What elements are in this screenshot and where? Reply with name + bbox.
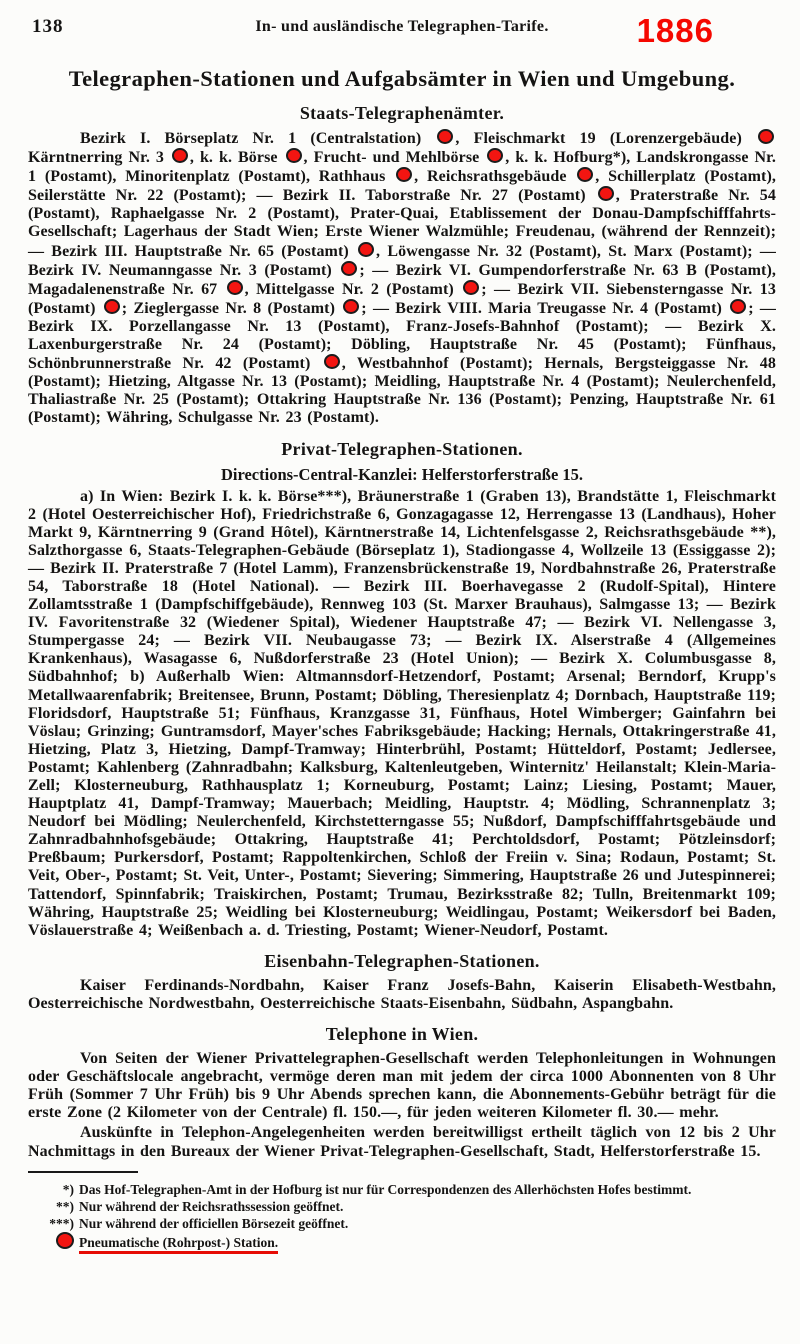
- pneumatic-station-dot-icon: [730, 299, 746, 314]
- page-title: Telegraphen-Stationen und Aufgabsämter in Wien und Umgebung.: [68, 66, 736, 91]
- pneumatic-station-dot-icon: [341, 261, 357, 276]
- pneumatic-station-dot-icon: [358, 242, 374, 257]
- pneumatic-station-dot-icon: [396, 167, 412, 182]
- pneumatic-station-dot-icon: [463, 280, 479, 295]
- staats-heading: Staats-Telegraphenämter.: [299, 103, 505, 123]
- telephone-paragraph-1: Von Seiten der Wiener Privattelegraphen-Gesellschaft werden Telephonleitungen in Wohnungen oder Geschäftslocale angebracht, vermöge deren man mit jedem der circa 1000 Abonnenten von 8 Uhr Früh (Sommer 7 Uhr Früh) bis 9 Uhr Abends sprechen kann, die Abonnements-Gebühr beträgt für die erste Zone (2 Kilometer von der Centrale) fl. 150.—, für jeden weiteren Kilometer fl. 30.— mehr.: [28, 1050, 776, 1122]
- pneumatic-station-dot-icon: [56, 1232, 74, 1249]
- footnote-row-pneumatic-legend: [28, 1232, 776, 1251]
- pneumatic-station-dot-icon: [324, 354, 340, 369]
- footnote-row: [28, 1181, 776, 1198]
- footnote-marker: [28, 1232, 79, 1251]
- pneumatic-station-dot-icon: [437, 129, 453, 144]
- pneumatic-station-dot-icon: [758, 129, 774, 144]
- telephone-paragraph-2: Auskünfte in Telephon-Angelegenheiten werden bereitwilligst ertheilt täglich von 12 bis 2 Uhr Nachmittags in den Bureaux der Wiener Privat-Telegraphen-Gesellschaft, Stadt, Helferstorferstraße 15.: [28, 1124, 776, 1160]
- pneumatic-station-dot-icon: [104, 299, 120, 314]
- footnote-row: [28, 1198, 776, 1215]
- footnote-text: [79, 1234, 776, 1251]
- pneumatic-station-dot-icon: [487, 148, 503, 163]
- section-telephone-in-wien: [28, 1024, 776, 1161]
- privat-body: a) In Wien: Bezirk I. k. k. Börse***), Bräunerstraße 1 (Graben 13), Brandstätte 1, Fleischmarkt 2 (Hotel Oesterreichischer Hof), Friedrichstraße 6, Gonzagagasse 12, Herrengasse 13 (Landhaus), Hoher Markt 9, Kärntnerring 9 (Grand Hôtel), Kärntnerstraße 14, Lichtenfelsgasse 2, Reichsrathsgebäude **), Salzthorgasse 6, Staats-Telegraphen-Gebäude (Börseplatz 1), Stadiongasse 4, Wollzeile 13 (Essiggasse 2); — Bezirk II. Praterstraße 7 (Hotel Lamm), Franzensbrückenstraße 19, Nordbahnstraße 26, Praterstraße 54, Taborstraße 18 (Hotel National). — Bezirk III. Boerhavegasse 2 (Rudolf-Spital), Hintere Zollamtsstraße 1 (Dampfschiffgebäude), Rennweg 103 (St. Marxer Brauhaus), Salmgasse 13; — Bezirk IV. Favoritenstraße 32 (Wiedener Spital), Wiedener Hauptstraße 47; — Bezirk VI. Nellengasse 3, Stumpergasse 24; — Bezirk VII. Neubaugasse 73; — Bezirk IX. Alserstraße 4 (Allgemeines Krankenhaus), Wasagasse 6, Nußdorferstraße 23 (Hotel Union); — Bezirk X. Columbusgasse 8, Südbahnhof; b) Außerhalb Wien: Altmannsdorf-Hetzendorf, Postamt; Arsenal; Berndorf, Krupp's Metallwaarenfabrik; Breitensee, Brunn, Postamt; Döbling, Theresienplatz 4; Dornbach, Hauptstraße 119; Floridsdorf, Hauptstraße 51; Fünfhaus, Kranzgasse 31, Fünfhaus, Hotel Wimberger; Gainfahrn bei Vöslau; Grinzing; Guntramsdorf, Mayer'sches Fabriksgebäude; Hacking; Hernals, Ottakringerstraße 41, Hietzing, Platz 3, Hietzing, Dampf-Tramway; Hinterbrühl, Postamt; Hütteldorf, Postamt; Jedlersee, Postamt; Kahlenberg (Zahnradbahn; Kalksburg, Kaltenleutgeben, Winternitz' Heilanstalt; Klein-Maria-Zell; Klosterneuburg, Rathhausplatz 1; Korneuburg, Postamt; Lainz; Liesing, Postamt; Mauer, Hauptplatz 41, Dampf-Tramway; Mauerbach; Meidling, Hauptstr. 4; Mödling, Schrannenplatz 3; Neudorf bei Mödling; Neulerchenfeld, Kirchstetterngasse 55; Nußdorf, Dampfschifffahrtsgebäude und Zahnradbahnhofsgebäude; Ottakring, Hauptstraße 41; Perchtoldsdorf, Postamt; Pötzleinsdorf; Preßbaum; Purkersdorf, Postamt; Rappoltenkirchen, Schloß der Freiin v. Sina; Rodaun, Postamt; St. Veit, Ober-, Postamt; St. Veit, Unter-, Postamt; Sievering; Simmering, Hauptstraße 26 und Jutespinnerei; Tattendorf, Spinnfabrik; Traiskirchen, Postamt; Trumau, Bezirksstraße 82; Tulln, Breitenmarkt 109; Währing, Hauptstraße 25; Weidling bei Klosterneuburg; Weidlingau, Postamt; Weikersdorf bei Baden, Vöslauerstraße 4; Weißenbach a. d. Triesting, Postamt; Wiener-Neudorf, Postamt.: [28, 487, 776, 939]
- pneumatic-station-dot-icon: [227, 280, 243, 295]
- eisenbahn-heading: Eisenbahn-Telegraphen-Stationen.: [264, 950, 540, 971]
- section-privat-telegraphen-stationen: [28, 439, 776, 940]
- section-staats-telegraphenaemter: [28, 103, 776, 428]
- page-number: 138: [32, 16, 64, 37]
- running-header-title: In- und ausländische Telegraphen-Tarife.: [255, 18, 549, 35]
- running-head: [28, 12, 776, 49]
- footnotes: [28, 1171, 776, 1251]
- pneumatic-station-dot-icon: [343, 299, 359, 314]
- footnote-marker: **): [56, 1198, 74, 1214]
- footnote-separator: [28, 1171, 138, 1173]
- telephone-heading: Telephone in Wien.: [325, 1024, 479, 1045]
- pneumatic-station-dot-icon: [172, 148, 188, 163]
- pneumatic-station-dot-icon: [598, 186, 614, 201]
- year-stamp: 1886: [636, 12, 714, 49]
- footnote-marker: ***): [49, 1215, 74, 1231]
- footnote-text: Das Hof-Telegraphen-Amt in der Hofburg ist nur für Correspondenzen des Allerhöchsten Hofes bestimmt.: [79, 1181, 692, 1197]
- pneumatic-legend-text: Pneumatische (Rohrpost-) Station.: [79, 1235, 278, 1254]
- privat-heading: Privat-Telegraphen-Stationen.: [281, 438, 523, 459]
- staats-body: Bezirk I. Börseplatz Nr. 1 (Centralstation) , Fleischmarkt 19 (Lorenzergebäude) Kärntnerring Nr. 3 , k. k. Börse , Frucht- und Mehlbörse , k. k. Hofburg*), Landskrongasse Nr. 1 (Postamt), Minoritenplatz (Postamt), Rathhaus , Reichsrathsgebäude , Schillerplatz (Postamt), Seilerstätte Nr. 22 (Postamt); — Bezirk II. Taborstraße Nr. 27 (Postamt) , Praterstraße Nr. 54 (Postamt), Raphaelgasse Nr. 2 (Postamt), Prater-Quai, Etablissement der Donau-Dampfschifffahrts-Gesellschaft; Lagerhaus der Stadt Wien; Erste Wiener Walzmühle; Freudenau, (während der Rennzeit); — Bezirk III. Hauptstraße Nr. 65 (Postamt) , Löwengasse Nr. 32 (Postamt), St. Marx (Postamt); — Bezirk IV. Neumanngasse Nr. 3 (Postamt) ; — Bezirk VI. Gumpendorferstraße Nr. 63 B (Postamt), Magadalenenstraße Nr. 67 , Mittelgasse Nr. 2 (Postamt) ; — Bezirk VII. Siebensterngasse Nr. 13 (Postamt) ; Zieglergasse Nr. 8 (Postamt) ; — Bezirk VIII. Maria Treugasse Nr. 4 (Postamt) ; — Bezirk IX. Porzellangasse Nr. 13 (Postamt), Franz-Josefs-Bahnhof (Postamt); — Bezirk X. Laxenburgerstraße Nr. 24 (Postamt); Döbling, Hauptstraße Nr. 45 (Postamt); Fünfhaus, Schönbrunnerstraße Nr. 42 (Postamt) , Westbahnhof (Postamt); Hernals, Bergsteiggasse Nr. 48 (Postamt); Hietzing, Altgasse Nr. 13 (Postamt); Meidling, Hauptstraße Nr. 4 (Postamt); Neulerchenfeld, Thaliastraße Nr. 25 (Postamt); Ottakring Hauptstraße Nr. 136 (Postamt); Penzing, Hauptstraße Nr. 61 (Postamt); Währing, Schulgasse Nr. 23 (Postamt).: [28, 130, 777, 427]
- privat-subheading: Directions-Central-Kanzlei: Helferstorferstraße 15.: [220, 464, 584, 484]
- footnote-marker: *): [62, 1181, 74, 1197]
- pneumatic-station-dot-icon: [286, 148, 302, 163]
- footnote-row: [28, 1215, 776, 1232]
- section-eisenbahn-telegraphen-stationen: [28, 951, 776, 1013]
- footnote-text: Nur während der Reichsrathssession geöffnet.: [79, 1198, 344, 1214]
- eisenbahn-body: Kaiser Ferdinands-Nordbahn, Kaiser Franz Josefs-Bahn, Kaiserin Elisabeth-Westbahn, Oesterreichische Nordwestbahn, Oesterreichische Staats-Eisenbahn, Südbahn, Aspangbahn.: [28, 976, 776, 1012]
- footnote-text: Nur während der officiellen Börsezeit geöffnet.: [79, 1215, 349, 1231]
- pneumatic-station-dot-icon: [577, 167, 593, 182]
